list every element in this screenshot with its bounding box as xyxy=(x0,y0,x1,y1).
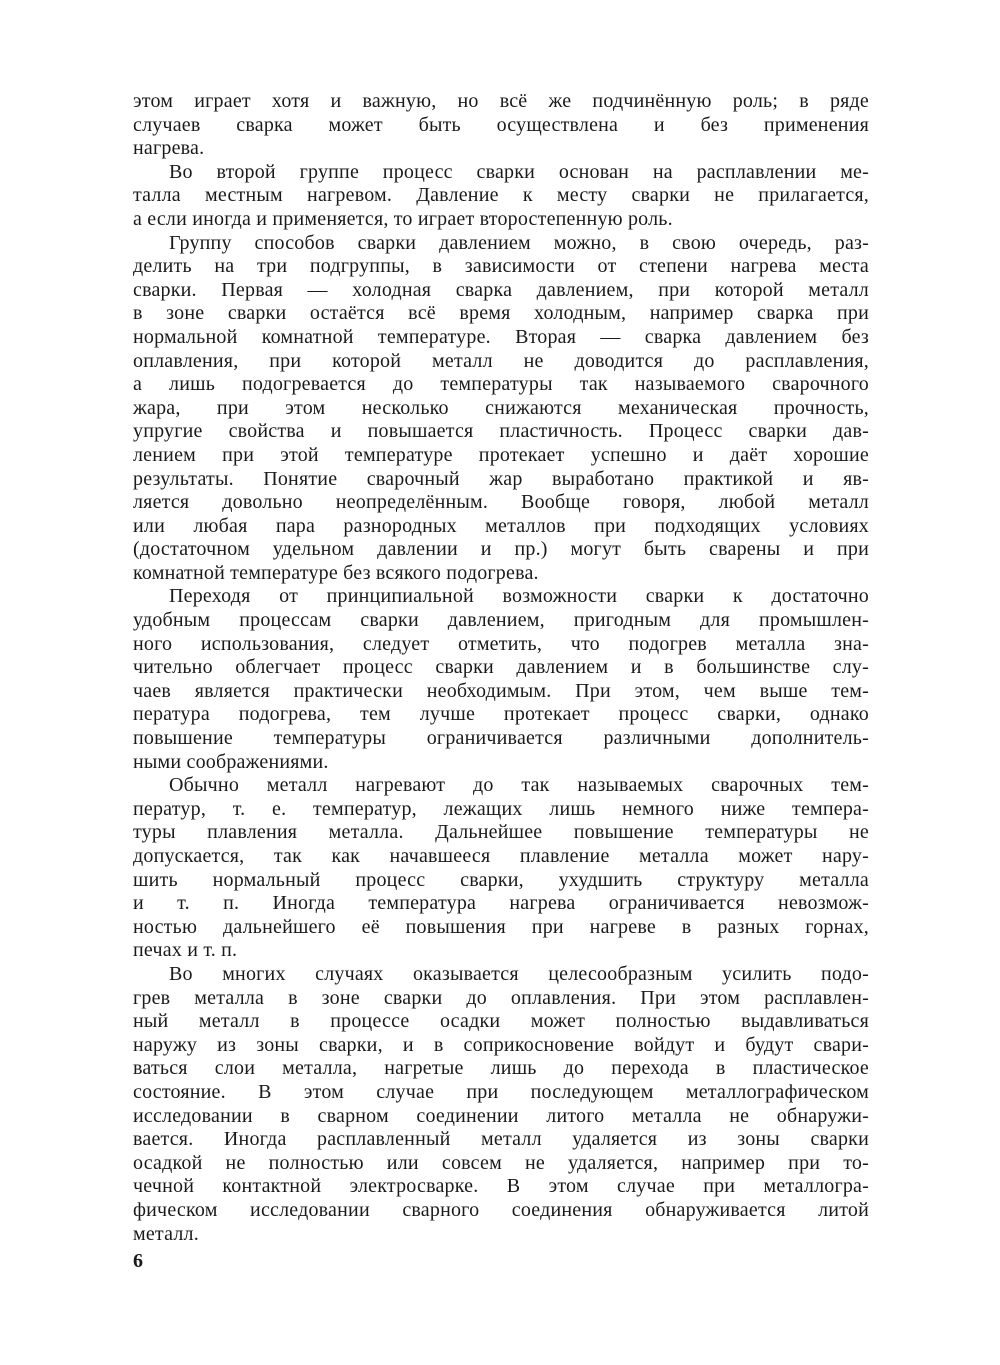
text-line: а лишь подогревается до температуры так называемого сварочного xyxy=(133,373,869,396)
text-line: допускается, так как начавшееся плавление металла может нару- xyxy=(133,845,869,867)
text-line: нормальной комнатной температуре. Вторая — сварка давлением без xyxy=(133,325,869,348)
text-line: ляется довольно неопределённым. Вообще говоря, любой металл xyxy=(133,491,869,514)
text-line: ный металл в процессе осадки может полностью выдавливаться xyxy=(133,1010,869,1033)
text-line: ператур, т. е. температур, лежащих лишь немного ниже темпера- xyxy=(133,797,869,820)
text-line: осадкой не полностью или совсем не удаляется, например при то- xyxy=(133,1151,869,1174)
text-line: шить нормальный процесс сварки, ухудшить структуру металла xyxy=(133,868,869,891)
text-line: печах и т. п. xyxy=(133,939,238,962)
page-number: 6 xyxy=(133,1250,143,1272)
text-line: ными соображениями. xyxy=(133,750,329,773)
text-line: этом играет хотя и важную, но всё же подчинённую роль; в ряде xyxy=(133,90,869,112)
text-line: вается. Иногда расплавленный металл удаляется из зоны сварки xyxy=(133,1128,869,1151)
text-line: упругие свойства и повышается пластичность. Процесс сварки дав- xyxy=(133,420,869,443)
text-line: Переходя от принципиальной возможности сварки к достаточно xyxy=(169,585,869,608)
text-line: чаев является практически необходимым. При этом, чем выше тем- xyxy=(133,679,869,702)
text-line: фическом исследовании сварного соединения обнаруживается литой xyxy=(133,1198,869,1221)
text-line: сварки. Первая — холодная сварка давлением, при которой металл xyxy=(133,278,869,301)
text-line: и т. п. Иногда температура нагрева ограничивается невозмож- xyxy=(133,892,869,915)
text-line: жара, при этом несколько снижаются механическая прочность, xyxy=(133,396,869,419)
text-line: а если иногда и применяется, то играет второстепенную роль. xyxy=(133,207,673,230)
text-line: в зоне сварки остаётся всё время холодным, например сварка при xyxy=(133,302,869,325)
page-text xyxy=(133,90,869,1246)
text-line: или любая пара разнородных металлов при подходящих условиях xyxy=(133,514,869,537)
text-line: ваться слои металла, нагретые лишь до перехода в пластическое xyxy=(133,1057,869,1080)
text-line: нагрева. xyxy=(133,137,205,160)
text-line: удобным процессам сварки давлением, пригодным для промышлен- xyxy=(133,609,869,632)
text-line: ностью дальнейшего её повышения при нагреве в разных горнах, xyxy=(133,915,869,938)
text-line: оплавления, при которой металл не доводится до расплавления, xyxy=(133,349,869,372)
paragraph xyxy=(133,232,869,586)
text-line: Группу способов сварки давлением можно, в свою очередь, раз- xyxy=(169,231,869,254)
text-line: ного использования, следует отметить, что подогрев металла зна- xyxy=(133,632,869,655)
text-line: состояние. В этом случае при последующем металлографическом xyxy=(133,1080,869,1103)
text-line: Обычно металл нагревают до так называемых сварочных тем- xyxy=(169,774,869,797)
text-line: чительно облегчает процесс сварки давлением и в большинстве слу- xyxy=(133,656,869,679)
text-line: чечной контактной электросварке. В этом случае при металлогра- xyxy=(133,1175,869,1198)
text-line: наружу из зоны сварки, и в соприкосновение войдут и будут свари- xyxy=(133,1033,869,1056)
text-line: Во многих случаях оказывается целесообразным усилить подо- xyxy=(169,962,869,985)
text-line: металл. xyxy=(133,1222,199,1245)
text-line: исследовании в сварном соединении литого металла не обнаружи- xyxy=(133,1104,869,1127)
text-line: комнатной температуре без всякого подогрева. xyxy=(133,561,539,584)
text-line: талла местным нагревом. Давление к месту сварки не прилагается, xyxy=(133,184,869,207)
text-line: делить на три подгруппы, в зависимости от степени нагрева места xyxy=(133,255,869,278)
text-line: туры плавления металла. Дальнейшее повышение температуры не xyxy=(133,821,869,844)
paragraph xyxy=(133,963,869,1246)
text-line: Во второй группе процесс сварки основан на расплавлении ме- xyxy=(169,160,869,183)
text-line: случаев сварка может быть осуществлена и без применения xyxy=(133,113,869,136)
paragraph xyxy=(133,774,869,963)
text-line: грев металла в зоне сварки до оплавления. При этом расплавлен- xyxy=(133,986,869,1009)
text-line: (достаточном удельном давлении и пр.) могут быть сварены и при xyxy=(133,538,869,561)
paragraph xyxy=(133,161,869,232)
paragraph xyxy=(133,90,869,161)
paragraph xyxy=(133,585,869,774)
text-line: повышение температуры ограничивается различными дополнитель- xyxy=(133,727,869,750)
text-line: результаты. Понятие сварочный жар выработано практикой и яв- xyxy=(133,467,869,490)
text-line: лением при этой температуре протекает успешно и даёт хорошие xyxy=(133,443,869,466)
text-line: пература подогрева, тем лучше протекает процесс сварки, однако xyxy=(133,703,869,726)
